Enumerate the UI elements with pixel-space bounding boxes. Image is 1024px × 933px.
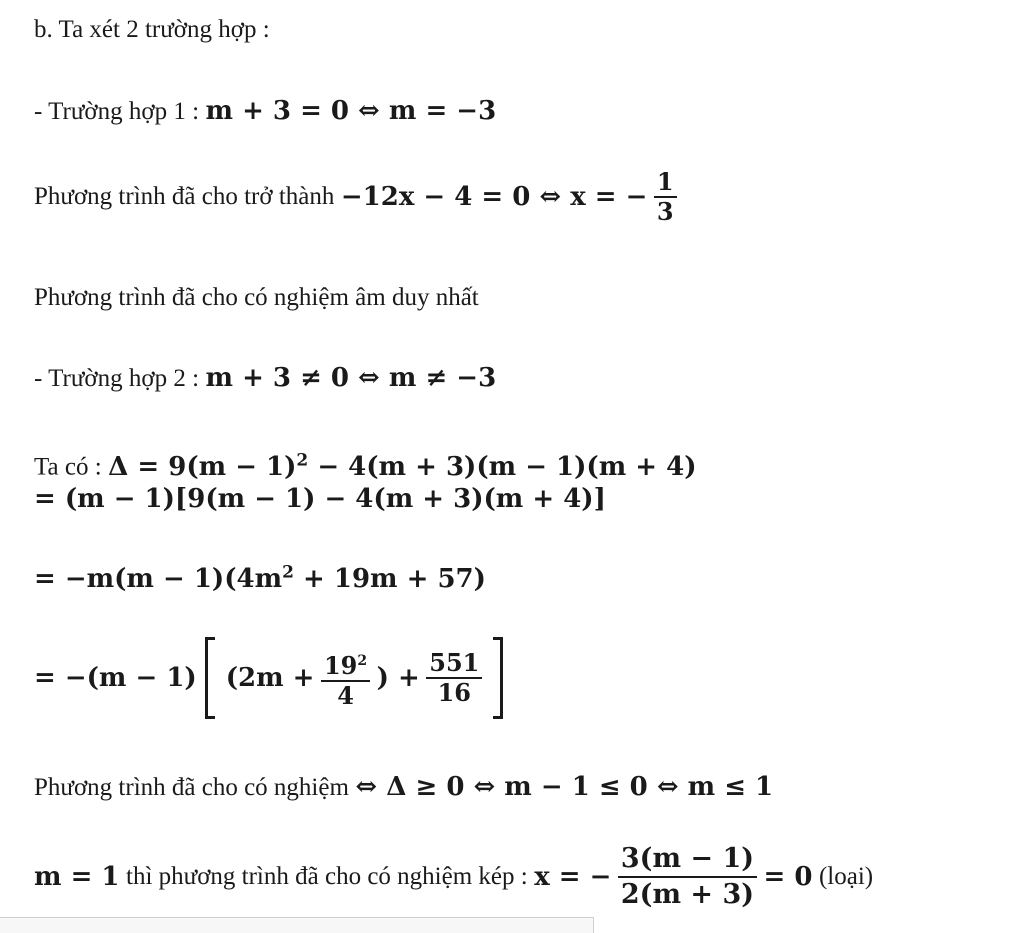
condition-math: ⇔ Δ ≥ 0 ⇔ m − 1 ≤ 0 ⇔ m ≤ 1 (355, 772, 774, 802)
case1-equation-line (34, 168, 677, 226)
fraction-denominator: 3 (656, 197, 674, 226)
delta-line-2 (34, 483, 606, 515)
double-root-text: thì phương trình đã cho có nghiệm kép : (126, 863, 528, 890)
delta-line-4 (34, 637, 505, 719)
double-root-math-b: x = − (534, 862, 612, 892)
delta-line4-inner-b: ) + (376, 663, 420, 693)
fraction-exponent: 2 (357, 652, 368, 669)
heading-text: b. Ta xét 2 trường hợp : (34, 16, 270, 43)
fraction-denominator: 16 (437, 678, 472, 707)
case1-line (34, 95, 496, 128)
fraction-19sq-over-4 (321, 647, 370, 710)
right-bracket (493, 637, 503, 719)
double-root-math-c: = 0 (763, 862, 813, 892)
fraction-denominator: 2(m + 3) (620, 879, 755, 910)
double-root-suffix: (loại) (818, 863, 874, 890)
fraction-denominator: 4 (337, 680, 354, 710)
delta-line3-math: = $-m(m - 1)(4m^2 + 19m + 57)$ (34, 562, 486, 594)
case1-math: m + 3 = 0 ⇔ m = −3 (205, 96, 497, 126)
delta-line3-exponent: 2 (282, 562, 294, 582)
case2-label: - Trường hợp 2 : (34, 365, 200, 392)
double-root-line (34, 842, 873, 912)
delta-line2-math: = (m − 1)[9(m − 1) − 4(m + 3)(m + 4)] (34, 484, 606, 514)
fraction-double-root (618, 842, 757, 912)
double-root-math-a: m = 1 (34, 862, 120, 892)
delta-line4-prefix: = −(m − 1) (34, 663, 197, 693)
condition-text: Phương trình đã cho có nghiệm (34, 774, 349, 801)
delta-line-3 (34, 556, 486, 595)
heading (34, 13, 270, 46)
fraction-one-third (654, 168, 677, 226)
case1-label: - Trường hợp 1 : (34, 98, 200, 125)
condition-line (34, 771, 773, 804)
delta-line-1 (34, 444, 697, 484)
case2-line (34, 362, 496, 395)
case1-equation-math: −12x − 4 = 0 ⇔ x = − (340, 182, 648, 212)
delta-line1-a: $\Delta = 9(m - 1)^2 - 4(m + 3)(m - 1)(m + 4)$ (108, 450, 697, 482)
case1-conclusion: Phương trình đã cho có nghiệm âm duy nhất (34, 284, 479, 311)
delta-line4-inner-a: (2m + (225, 663, 315, 693)
fraction-numerator: 1 (654, 168, 677, 198)
fraction-numerator: 551 (426, 649, 482, 679)
left-bracket (205, 637, 215, 719)
fraction-551-over-16 (426, 649, 482, 707)
case2-math: m + 3 ≠ 0 ⇔ m ≠ −3 (205, 363, 497, 393)
delta-label: Ta có : (34, 453, 102, 481)
bottom-status-strip (0, 917, 594, 933)
delta-line1-exponent: 2 (296, 450, 309, 470)
fraction-numerator: $19^2$ (321, 647, 370, 682)
fraction-numerator: 3(m − 1) (618, 842, 757, 878)
case1-conclusion-line (34, 281, 479, 314)
case1-equation-text: Phương trình đã cho trở thành (34, 183, 335, 210)
